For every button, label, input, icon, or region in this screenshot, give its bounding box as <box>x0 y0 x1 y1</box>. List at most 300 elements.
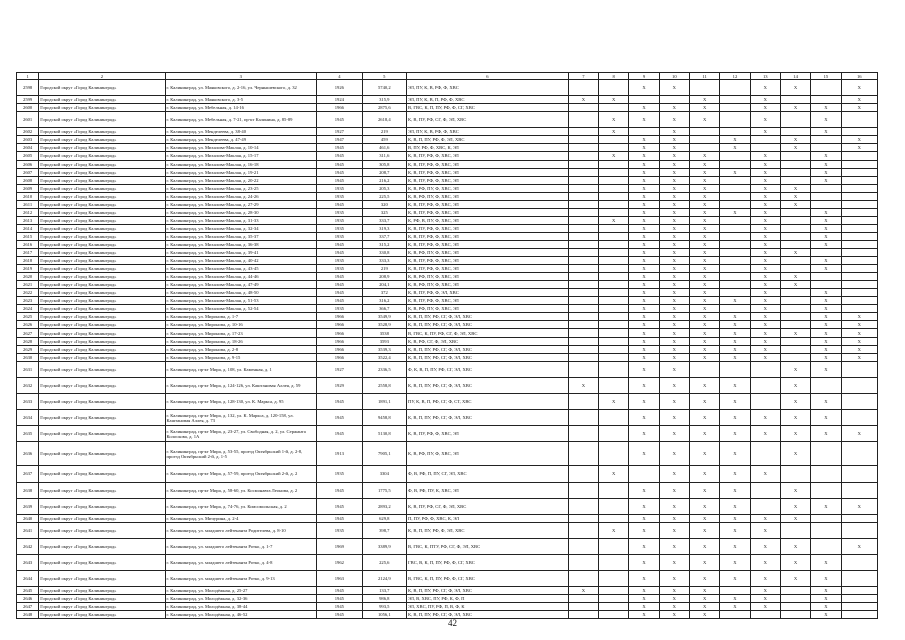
table-row <box>17 80 878 96</box>
year-cell: 1935 <box>317 305 362 313</box>
mark-cell-col-15: X <box>811 571 841 587</box>
mark-cell-col-11: X <box>689 571 719 587</box>
row-number-cell: 2602 <box>17 128 39 136</box>
mark-cell-col-10: X <box>659 168 689 176</box>
mark-cell-col-8 <box>599 265 629 273</box>
mark-cell-col-14 <box>780 257 810 265</box>
mark-cell-col-16 <box>841 482 877 498</box>
mark-cell-col-7 <box>568 216 598 224</box>
address-cell: г. Калининград, ул. Михалова-Маклая, д. 51-53 <box>165 297 317 305</box>
mark-cell-col-11: X <box>689 297 719 305</box>
mark-cell-col-11: X <box>689 393 719 409</box>
area-cell: 337,7 <box>362 232 406 240</box>
mark-cell-col-8 <box>599 482 629 498</box>
year-cell: 1926 <box>317 80 362 96</box>
mark-cell-col-16 <box>841 240 877 248</box>
mark-cell-col-16: X <box>841 321 877 329</box>
works-cell: В, ГВС, К, ПУ, РФ, СГ, Ф, ЭЛ, ХВС <box>407 329 569 337</box>
mark-cell-col-10: X <box>659 257 689 265</box>
mark-cell-col-11: X <box>689 273 719 281</box>
table-row <box>17 136 878 144</box>
table-row <box>17 482 878 498</box>
mark-cell-col-13 <box>750 498 780 514</box>
table-row <box>17 345 878 353</box>
mark-cell-col-15: X <box>811 216 841 224</box>
column-number-cell: 9 <box>629 73 659 80</box>
mark-cell-col-12: X <box>720 329 750 337</box>
mark-cell-col-14: X <box>780 498 810 514</box>
mark-cell-col-7 <box>568 152 598 160</box>
address-cell: г. Калининград, ул. Михалова-Маклая, д. 23-25 <box>165 184 317 192</box>
mark-cell-col-16: X <box>841 80 877 96</box>
works-cell: К, В, ПУ, РФ, Ф, ХВС, ЭЛ <box>407 297 569 305</box>
address-cell: г. Калининград, ул. Мичурина, д. 2-4 <box>165 514 317 522</box>
address-cell: г. Калининград, ул. Михалова-Маклая, д. 47-49 <box>165 281 317 289</box>
mark-cell-col-14: X <box>780 393 810 409</box>
mark-cell-col-15 <box>811 80 841 96</box>
mark-cell-col-15 <box>811 482 841 498</box>
mark-cell-col-11: X <box>689 321 719 329</box>
mark-cell-col-10: X <box>659 136 689 144</box>
mark-cell-col-12: X <box>720 168 750 176</box>
mark-cell-col-15 <box>811 377 841 393</box>
area-cell: 219 <box>362 265 406 273</box>
register-table <box>16 72 878 619</box>
works-cell: К, В, РФ, ПУ, Ф, ХВС, ЭЛ <box>407 442 569 466</box>
address-cell: г. Калининград, ул. младшего лейтенанта Ротко, д. 4-8 <box>165 554 317 570</box>
mark-cell-col-13: X <box>750 249 780 257</box>
mark-cell-col-14 <box>780 112 810 128</box>
organization-cell: Городской округ «Город Калининград» <box>39 289 165 297</box>
address-cell: г. Калининград, ул. Михалова-Маклая, д. 35-37 <box>165 232 317 240</box>
year-cell: 1935 <box>317 257 362 265</box>
mark-cell-col-8: X <box>599 112 629 128</box>
mark-cell-col-11: X <box>689 168 719 176</box>
row-number-cell: 2646 <box>17 595 39 603</box>
mark-cell-col-11: X <box>689 587 719 595</box>
mark-cell-col-8 <box>599 329 629 337</box>
row-number-cell: 2647 <box>17 603 39 611</box>
year-cell: 1945 <box>317 160 362 168</box>
register-table-sheet <box>16 72 878 619</box>
mark-cell-col-16: X <box>841 337 877 345</box>
area-cell: 2124,9 <box>362 571 406 587</box>
mark-cell-col-11 <box>689 80 719 96</box>
mark-cell-col-10: X <box>659 321 689 329</box>
works-cell: К, В, П, ПУ, РФ, СГ, Ф, ЭЛ, ХВС <box>407 353 569 361</box>
row-number-cell: 2639 <box>17 498 39 514</box>
area-cell: 2558,8 <box>362 377 406 393</box>
mark-cell-col-16 <box>841 514 877 522</box>
mark-cell-col-15: X <box>811 611 841 619</box>
row-number-cell: 2605 <box>17 152 39 160</box>
table-row <box>17 498 878 514</box>
mark-cell-col-9: X <box>629 313 659 321</box>
mark-cell-col-9: X <box>629 361 659 377</box>
row-number-cell: 2638 <box>17 482 39 498</box>
mark-cell-col-14: X <box>780 482 810 498</box>
area-cell: 333,7 <box>362 216 406 224</box>
mark-cell-col-9: X <box>629 80 659 96</box>
mark-cell-col-7 <box>568 466 598 482</box>
mark-cell-col-9: X <box>629 273 659 281</box>
mark-cell-col-14 <box>780 128 810 136</box>
mark-cell-col-7 <box>568 353 598 361</box>
row-number-cell: 2643 <box>17 554 39 570</box>
area-cell: 3522,4 <box>362 353 406 361</box>
mark-cell-col-7 <box>568 168 598 176</box>
row-number-cell: 2621 <box>17 281 39 289</box>
address-cell: г. Калининград, ул. Михалова-Маклая, д. 31-33 <box>165 216 317 224</box>
mark-cell-col-13: X <box>750 112 780 128</box>
row-number-cell: 2607 <box>17 168 39 176</box>
mark-cell-col-12 <box>720 176 750 184</box>
mark-cell-col-12: X <box>720 538 750 554</box>
mark-cell-col-11: X <box>689 152 719 160</box>
area-cell: 315,9 <box>362 96 406 104</box>
works-cell: Ф, В, РФ, ПУ, К, ХВС, ЭЛ <box>407 482 569 498</box>
mark-cell-col-12: X <box>720 144 750 152</box>
mark-cell-col-10: X <box>659 144 689 152</box>
row-number-cell: 2632 <box>17 377 39 393</box>
table-row <box>17 538 878 554</box>
mark-cell-col-14 <box>780 466 810 482</box>
row-number-cell: 2599 <box>17 96 39 104</box>
row-number-cell: 2644 <box>17 571 39 587</box>
mark-cell-col-9 <box>629 96 659 104</box>
mark-cell-col-15: X <box>811 337 841 345</box>
year-cell: 1935 <box>317 232 362 240</box>
mark-cell-col-12: X <box>720 554 750 570</box>
organization-cell: Городской округ «Город Калининград» <box>39 361 165 377</box>
mark-cell-col-11: X <box>689 595 719 603</box>
mark-cell-col-13: X <box>750 305 780 313</box>
year-cell: 1945 <box>317 168 362 176</box>
mark-cell-col-9: X <box>629 168 659 176</box>
mark-cell-col-16: X <box>841 345 877 353</box>
address-cell: г. Калининград, ул. Миронова, д. 1-7 <box>165 313 317 321</box>
mark-cell-col-8 <box>599 192 629 200</box>
mark-cell-col-9: X <box>629 152 659 160</box>
area-cell: 133,7 <box>362 587 406 595</box>
organization-cell: Городской округ «Город Калининград» <box>39 224 165 232</box>
mark-cell-col-15: X <box>811 224 841 232</box>
mark-cell-col-8 <box>599 361 629 377</box>
mark-cell-col-8 <box>599 257 629 265</box>
mark-cell-col-13 <box>750 377 780 393</box>
mark-cell-col-16 <box>841 571 877 587</box>
organization-cell: Городской округ «Город Калининград» <box>39 168 165 176</box>
column-number-cell: 1 <box>17 73 39 80</box>
organization-cell: Городской округ «Город Калининград» <box>39 603 165 611</box>
mark-cell-col-14 <box>780 208 810 216</box>
organization-cell: Городской округ «Город Калининград» <box>39 498 165 514</box>
mark-cell-col-13: X <box>750 538 780 554</box>
year-cell: 1945 <box>317 514 362 522</box>
mark-cell-col-13 <box>750 144 780 152</box>
mark-cell-col-13: X <box>750 96 780 104</box>
mark-cell-col-7 <box>568 538 598 554</box>
mark-cell-col-12: X <box>720 571 750 587</box>
mark-cell-col-15: X <box>811 152 841 160</box>
works-cell: К, В, ПУ, РФ, Ф, ХВС, ЭЛ <box>407 168 569 176</box>
mark-cell-col-10: X <box>659 377 689 393</box>
mark-cell-col-16 <box>841 184 877 192</box>
mark-cell-col-7 <box>568 208 598 216</box>
mark-cell-col-7 <box>568 442 598 466</box>
mark-cell-col-10: X <box>659 329 689 337</box>
address-cell: г. Калининград, ул. Миронова, д. 2-8 <box>165 345 317 353</box>
area-cell: 2618,4 <box>362 112 406 128</box>
table-row <box>17 144 878 152</box>
mark-cell-col-12 <box>720 587 750 595</box>
mark-cell-col-9 <box>629 128 659 136</box>
mark-cell-col-7 <box>568 144 598 152</box>
mark-cell-col-12 <box>720 240 750 248</box>
mark-cell-col-7 <box>568 297 598 305</box>
mark-cell-col-12: X <box>720 498 750 514</box>
organization-cell: Городской округ «Город Калининград» <box>39 538 165 554</box>
mark-cell-col-16: X <box>841 353 877 361</box>
register-table-body <box>17 73 878 619</box>
page-number: 42 <box>448 618 457 628</box>
year-cell: 1962 <box>317 554 362 570</box>
mark-cell-col-9 <box>629 466 659 482</box>
mark-cell-col-11: X <box>689 498 719 514</box>
mark-cell-col-8 <box>599 313 629 321</box>
mark-cell-col-8 <box>599 240 629 248</box>
mark-cell-col-13: X <box>750 208 780 216</box>
mark-cell-col-11: X <box>689 611 719 619</box>
mark-cell-col-12 <box>720 289 750 297</box>
table-row <box>17 176 878 184</box>
mark-cell-col-14: X <box>780 377 810 393</box>
organization-cell: Городской округ «Город Калининград» <box>39 257 165 265</box>
organization-cell: Городской округ «Город Калининград» <box>39 514 165 522</box>
mark-cell-col-7 <box>568 514 598 522</box>
area-cell: 3593 <box>362 337 406 345</box>
mark-cell-col-13: X <box>750 265 780 273</box>
table-row <box>17 208 878 216</box>
mark-cell-col-13: X <box>750 184 780 192</box>
table-row <box>17 361 878 377</box>
mark-cell-col-8: X <box>599 152 629 160</box>
mark-cell-col-15 <box>811 514 841 522</box>
mark-cell-col-13: X <box>750 345 780 353</box>
area-cell: 986,8 <box>362 595 406 603</box>
mark-cell-col-15 <box>811 281 841 289</box>
mark-cell-col-12: X <box>720 313 750 321</box>
row-number-cell: 2614 <box>17 224 39 232</box>
organization-cell: Городской округ «Город Калининград» <box>39 265 165 273</box>
organization-cell: Городской округ «Город Калининград» <box>39 200 165 208</box>
mark-cell-col-10: X <box>659 104 689 112</box>
column-number-cell: 10 <box>659 73 689 80</box>
mark-cell-col-9: X <box>629 112 659 128</box>
table-row <box>17 289 878 297</box>
mark-cell-col-12 <box>720 249 750 257</box>
organization-cell: Городской округ «Город Калининград» <box>39 152 165 160</box>
mark-cell-col-15 <box>811 442 841 466</box>
column-number-cell: 8 <box>599 73 629 80</box>
mark-cell-col-12 <box>720 216 750 224</box>
mark-cell-col-15: X <box>811 353 841 361</box>
mark-cell-col-9: X <box>629 216 659 224</box>
mark-cell-col-8 <box>599 136 629 144</box>
mark-cell-col-12: X <box>720 208 750 216</box>
mark-cell-col-13: X <box>750 240 780 248</box>
mark-cell-col-12: X <box>720 603 750 611</box>
area-cell: 208,9 <box>362 273 406 281</box>
table-row <box>17 595 878 603</box>
area-cell: 2893,2 <box>362 498 406 514</box>
row-number-cell: 2616 <box>17 240 39 248</box>
organization-cell: Городской округ «Город Калининград» <box>39 595 165 603</box>
mark-cell-col-14: X <box>780 104 810 112</box>
mark-cell-col-10: X <box>659 466 689 482</box>
mark-cell-col-11: X <box>689 208 719 216</box>
mark-cell-col-7 <box>568 232 598 240</box>
year-cell: 1947 <box>317 136 362 144</box>
address-cell: г. Калининград, ул. Михалова-Маклая, д. 16-18 <box>165 160 317 168</box>
mark-cell-col-8 <box>599 176 629 184</box>
year-cell: 1966 <box>317 345 362 353</box>
mark-cell-col-10: X <box>659 522 689 538</box>
organization-cell: Городской округ «Город Калининград» <box>39 80 165 96</box>
mark-cell-col-15: X <box>811 128 841 136</box>
mark-cell-col-14 <box>780 265 810 273</box>
mark-cell-col-11: X <box>689 522 719 538</box>
organization-cell: Городской округ «Город Калининград» <box>39 611 165 619</box>
mark-cell-col-7 <box>568 426 598 442</box>
mark-cell-col-10: X <box>659 289 689 297</box>
mark-cell-col-16 <box>841 160 877 168</box>
area-cell: 3304 <box>362 466 406 482</box>
table-row <box>17 200 878 208</box>
mark-cell-col-12: X <box>720 482 750 498</box>
mark-cell-col-15 <box>811 184 841 192</box>
mark-cell-col-7: X <box>568 587 598 595</box>
mark-cell-col-10: X <box>659 305 689 313</box>
mark-cell-col-16: X <box>841 498 877 514</box>
mark-cell-col-14: X <box>780 361 810 377</box>
mark-cell-col-7 <box>568 571 598 587</box>
mark-cell-col-15: X <box>811 232 841 240</box>
mark-cell-col-8 <box>599 587 629 595</box>
table-row <box>17 393 878 409</box>
mark-cell-col-9: X <box>629 514 659 522</box>
mark-cell-col-9: X <box>629 498 659 514</box>
year-cell: 1927 <box>317 128 362 136</box>
mark-cell-col-9: X <box>629 176 659 184</box>
mark-cell-col-9: X <box>629 265 659 273</box>
mark-cell-col-9: X <box>629 104 659 112</box>
works-cell: К, В, П, ПУ, РФ, СГ, Ф, ЭЛ, ХВС <box>407 410 569 426</box>
mark-cell-col-7 <box>568 184 598 192</box>
address-cell: г. Калининград, ул. Миронова, д. 18-26 <box>165 337 317 345</box>
mark-cell-col-14: X <box>780 184 810 192</box>
year-cell: 1945 <box>317 152 362 160</box>
address-cell: г. Калининград, пр-кт Мира, д. 128-130, ул. К. Маркса, д. 95 <box>165 393 317 409</box>
organization-cell: Городской округ «Город Калининград» <box>39 104 165 112</box>
mark-cell-col-12: X <box>720 410 750 426</box>
year-cell: 1945 <box>317 595 362 603</box>
column-number-cell: 11 <box>689 73 719 80</box>
address-cell: г. Калининград, ул. Миронова, д. 10-16 <box>165 321 317 329</box>
mark-cell-col-12: X <box>720 377 750 393</box>
row-number-cell: 2640 <box>17 514 39 522</box>
mark-cell-col-8 <box>599 571 629 587</box>
area-cell: 629,8 <box>362 514 406 522</box>
column-number-cell: 13 <box>750 73 780 80</box>
mark-cell-col-16: X <box>841 329 877 337</box>
mark-cell-col-9: X <box>629 281 659 289</box>
mark-cell-col-14: X <box>780 273 810 281</box>
address-cell: г. Калининград, ул. Михалова-Маклая, д. 40-42 <box>165 257 317 265</box>
mark-cell-col-13: X <box>750 571 780 587</box>
mark-cell-col-11: X <box>689 200 719 208</box>
year-cell: 1935 <box>317 184 362 192</box>
row-number-cell: 2617 <box>17 249 39 257</box>
mark-cell-col-14: X <box>780 281 810 289</box>
mark-cell-col-16 <box>841 595 877 603</box>
address-cell: г. Калининград, ул. Молодёжная, д. 32-36 <box>165 595 317 603</box>
row-number-cell: 2635 <box>17 426 39 442</box>
area-cell: 316,2 <box>362 297 406 305</box>
mark-cell-col-7 <box>568 482 598 498</box>
mark-cell-col-10: X <box>659 514 689 522</box>
organization-cell: Городской округ «Город Калининград» <box>39 393 165 409</box>
mark-cell-col-8: X <box>599 96 629 104</box>
area-cell: 216,2 <box>362 176 406 184</box>
mark-cell-col-7 <box>568 265 598 273</box>
mark-cell-col-14 <box>780 305 810 313</box>
mark-cell-col-10: X <box>659 393 689 409</box>
mark-cell-col-7 <box>568 240 598 248</box>
mark-cell-col-12 <box>720 361 750 377</box>
column-number-cell: 12 <box>720 73 750 80</box>
mark-cell-col-8 <box>599 160 629 168</box>
address-cell: г. Калининград, ул. Михалова-Маклая, д. 24-26 <box>165 192 317 200</box>
mark-cell-col-8 <box>599 305 629 313</box>
mark-cell-col-13: X <box>750 313 780 321</box>
organization-cell: Городской округ «Город Калининград» <box>39 160 165 168</box>
mark-cell-col-13: X <box>750 257 780 265</box>
mark-cell-col-11: X <box>689 240 719 248</box>
mark-cell-col-16 <box>841 393 877 409</box>
mark-cell-col-13: X <box>750 281 780 289</box>
works-cell: ЭЛ, ПУ, К, В, П, РФ, Ф, ХВС <box>407 96 569 104</box>
mark-cell-col-11: X <box>689 96 719 104</box>
year-cell: 1945 <box>317 393 362 409</box>
mark-cell-col-9: X <box>629 482 659 498</box>
mark-cell-col-9: X <box>629 289 659 297</box>
mark-cell-col-11: X <box>689 514 719 522</box>
mark-cell-col-15: X <box>811 498 841 514</box>
area-cell: 320 <box>362 200 406 208</box>
mark-cell-col-14 <box>780 289 810 297</box>
works-cell: К, В, П, ПУ, РФ, Ф, ЭЛ, ХВС <box>407 136 569 144</box>
area-cell: 2336,5 <box>362 361 406 377</box>
mark-cell-col-8 <box>599 603 629 611</box>
mark-cell-col-12 <box>720 224 750 232</box>
mark-cell-col-13: X <box>750 80 780 96</box>
year-cell: 1945 <box>317 289 362 297</box>
mark-cell-col-10: X <box>659 265 689 273</box>
table-row <box>17 112 878 128</box>
mark-cell-col-12: X <box>720 353 750 361</box>
year-cell: 1945 <box>317 176 362 184</box>
